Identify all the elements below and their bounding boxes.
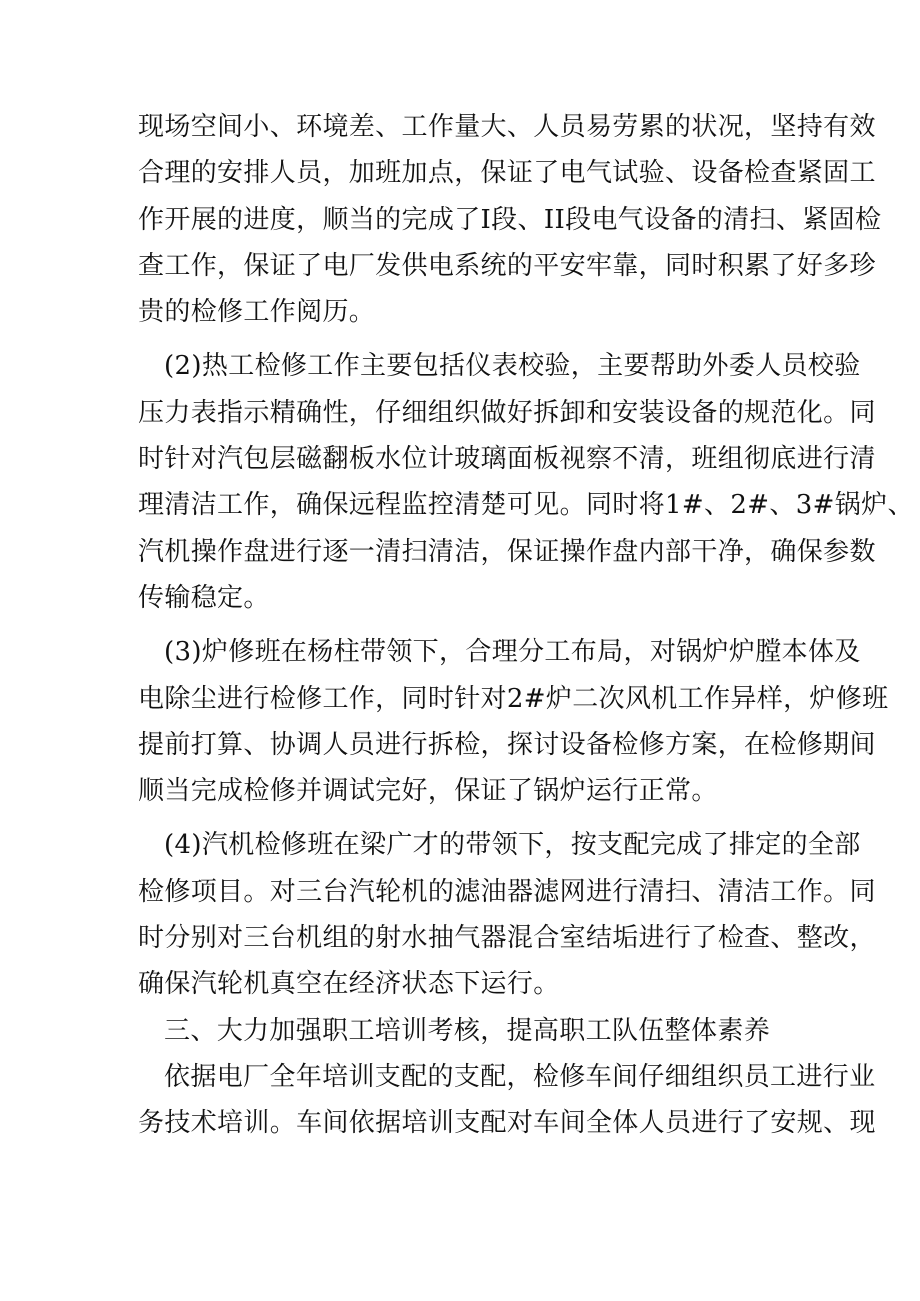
- text-line: 检修项目。对三台汽轮机的滤油器滤网进行清扫、清洁工作。同: [138, 876, 876, 907]
- text-line: 提前打算、协调人员进行拆检，探讨设备检修方案，在检修期间: [138, 729, 876, 760]
- text-line: 务技术培训。车间依据培训支配对车间全体人员进行了安规、现: [138, 1108, 876, 1139]
- paragraph-continuation: [138, 104, 882, 335]
- text-line: 查工作，保证了电厂发供电系统的平安牢靠，同时积累了好多珍: [138, 250, 876, 281]
- text-line: 顺当完成检修并调试完好，保证了锅炉运行正常。: [138, 776, 718, 807]
- text-line: 确保汽轮机真空在经济状态下运行。: [138, 969, 560, 1000]
- text-line: 汽机操作盘进行逐一清扫清洁，保证操作盘内部干净，确保参数: [138, 536, 876, 567]
- text-line: 电除尘进行检修工作，同时针对2#炉二次风机工作异样，炉修班: [138, 683, 889, 714]
- document-body: [138, 104, 914, 1147]
- text-line: 传输稳定。: [138, 582, 270, 613]
- paragraph-training: [138, 1054, 876, 1147]
- section-heading: [138, 1008, 798, 1054]
- text-line: (3)炉修班在杨柱带领下，合理分工布局，对锅炉炉膛本体及: [164, 637, 861, 668]
- text-line: 时分别对三台机组的射水抽气器混合室结垢进行了检查、整改，: [138, 923, 876, 954]
- text-line: (4)汽机检修班在梁广才的带领下，按支配完成了排定的全部: [164, 830, 861, 861]
- text-line: 合理的安排人员，加班加点，保证了电气试验、设备检查紧固工: [138, 158, 876, 189]
- text-line: 作开展的进度，顺当的完成了I段、II段电气设备的清扫、紧固检: [138, 204, 882, 235]
- text-line: 压力表指示精确性，仔细组织做好拆卸和安装设备的规范化。同: [138, 397, 876, 428]
- paragraph-boiler-maintenance: [138, 629, 889, 814]
- text-line: 时针对汽包层磁翻板水位计玻璃面板视察不清，班组彻底进行清: [138, 444, 876, 475]
- text-line: (2)热工检修工作主要包括仪表校验，主要帮助外委人员校验: [164, 351, 861, 382]
- text-line: 依据电厂全年培训支配的支配，检修车间仔细组织员工进行业: [164, 1061, 876, 1092]
- text-line: 贵的检修工作阅历。: [138, 297, 376, 328]
- text-line: 理清洁工作，确保远程监控清楚可见。同时将1#、2#、3#锅炉、: [138, 490, 914, 521]
- paragraph-turbine-maintenance: [138, 822, 876, 1007]
- paragraph-thermal-maintenance: [138, 343, 914, 621]
- text-line: 三、大力加强职工培训考核，提高职工队伍整体素养: [164, 1015, 771, 1046]
- text-line: 现场空间小、环境差、工作量大、人员易劳累的状况，坚持有效: [138, 112, 876, 142]
